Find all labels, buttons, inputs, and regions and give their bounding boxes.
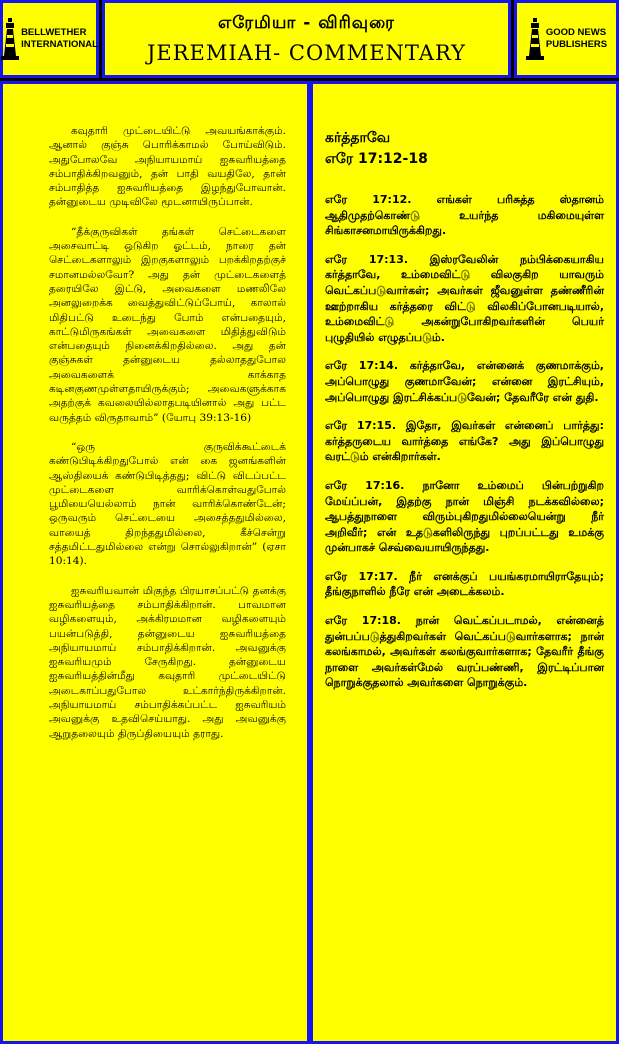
bellwether-logo-panel [0,0,99,78]
verse: எரே 17:13. இஸ்ரவேலின் நம்பிக்கையாகிய கர்த்தாவே, உம்மைவிட்டு விலகுகிற யாவரும் வெட்கப்படுவார்கள்; அவர்கள் ஜீவனுள்ள தண்ணீரின் ஊற்றாகிய கர்த்தரை விட்டு விலகிப்போனபடியால், உம்மைவிட்டு அகன்றுபோகிறவர்களின் பெயர் புழுதியில் எழுதப்படும். [325,252,604,344]
commentary-paragraph: “தீக்குருவிகள் தங்கள் செட்டைகளை அசைவாட்டி ஒடுகிற ஓட்டம், நாரை தன் செட்டைகளாலும் இறகுகளாலும் பறக்கிறதற்குச் சமானமல்லவோ? அது தன் முட்டைகளைத் தரையிலே இட்டு, அவைகளை மணலிலே அனலுறைக்க வைத்துவிட்டுப்போய், காலால் மிதிபட்டு உடைந்து போம் என்பதையும், காட்டுமிருகங்கள் அவைகளை மிதித்துவிடும் என்பதையும் நினைக்கிறதில்லை. அது தன் குஞ்சுகள் தன்னுடைய தல்லாததுபோல அவைகளைக் காக்காத கடினகுணமுள்ளதாயிருக்கும்; அவைகளுக்காக அதற்குக் கவலையில்லாதபடியினால் அது பட்ட வருத்தம் விருதாவாம்” (யோபு 39:13-16) [49,225,286,424]
verse: எரே 17:14. கர்த்தாவே, என்னைக் குணமாக்கும், அப்பொழுது குணமாவேன்; என்னை இரட்சியும், அப்பொழுது இரட்சிக்கப்படுவேன்; தேவரீரே என் துதி. [325,359,604,404]
lighthouse-icon [1,18,19,60]
page-header [102,0,511,78]
bellwether-logo-text: BELLWETHER INTERNATIONAL [21,27,98,50]
verse: எரே 17:12. எங்கள் பரிசுத்த ஸ்தானம் ஆதிமுதற்கொண்டு உயர்ந்த மகிமையுள்ள சிங்காசனமாயிருக்கிறது. [325,193,604,238]
commentary-column [0,81,310,1044]
commentary-paragraph: ஐசுவரியவான் மிகுந்த பிரயாசப்பட்டு தனக்கு ஐசுவரியத்தை சம்பாதிக்கிறான். பாவமான வழிகளையும், அக்கிரமமான வழிகளையும் பயன்படுத்தி, தன்னுடைய ஐசுவரியத்தை அநியாயமாய் சம்பாதிக்கிறான். அவனுக்கு ஐசுவரியமும் சேருகிறது. தன்னுடைய ஐசுவரியத்தின்மீது கவுதாரி முட்டையிட்டு அடைகாப்பதுபோல உட்கார்ந்திருக்கிறான். அநியாயமாய் சம்பாதிக்கப்பட்ட ஐசுவரியம் அவனுக்கு உதவிசெய்யாது. அது அவனுக்கு ஆறுதலையும் திருப்தியையும் தராது. [49,584,286,740]
scripture-text [313,84,616,691]
english-title: JEREMIAH- COMMENTARY [147,41,466,65]
verse: எரே 17:18. நான் வெட்கப்படாமல், என்னைத் துன்பப்படுத்துகிறவர்கள் வெட்கப்படுவார்களாக; நான் கலங்காமல், அவர்கள் கலங்குவார்களாக; தேவரீர் தீங்கு நாளை அவர்கள்மேல் வரப்பண்ணி, இரட்டிப்பான நொறுக்குதலால் அவர்களை நொறுக்கும். [325,614,604,690]
verse: எரே 17:16. நானோ உம்மைப் பின்பற்றுகிற மேய்ப்பன், இதற்கு நான் மிஞ்சி நடக்கவில்லை; ஆபத்துநாளை விரும்புகிறதுமில்லையென்று நீர் அறிவீர்; என் உதடுகளிலிருந்து புறப்பட்டது உமக்கு முன்பாகச் செவ்வையாயிருந்தது. [325,478,604,555]
verse: எரே 17:17. நீர் எனக்குப் பயங்கரமாயிராதேயும்; தீங்குநாளில் நீரே என் அடைக்கலம். [325,569,604,599]
commentary-text [3,84,307,741]
verse: எரே 17:15. இதோ, இவர்கள் என்னைப் பார்த்து: கர்த்தருடைய வார்த்தை எங்கே? அது இப்பொழுது வரட்டும் என்கிறார்கள். [325,419,604,464]
scripture-column [310,81,619,1044]
section-title: கர்த்தாவே எரே 17:12-18 [325,130,428,167]
commentary-paragraph: கவுதாரி முட்டையிட்டு அவயங்காக்கும். ஆனால் குஞ்சு பொரிக்காமல் போய்விடும். அதுபோலவே அநியாயமாய் ஐசுவரியத்தை சம்பாதிக்கிறவனும், தன் பாதி வயதிலே, தான் சம்பாதித்த ஐசுவரியத்தை இழந்துபோவான். தன்னுடைய முடிவிலே மூடனாயிருப்பான். [49,125,286,209]
tamil-title: எரேமியா - விரிவுரை [218,13,395,33]
lighthouse-icon [526,18,544,60]
good-news-logo-panel [514,0,619,78]
commentary-paragraph: “ஒரு குருவிக்கூட்டைக் கண்டுபிடிக்கிறதுபோல் என் கை ஜனங்களின் ஆஸ்தியைக் கண்டுபிடித்தது; விட்டு விடப்பட்ட முட்டைகளை வாரிக்கொள்வதுபோல் பூமியையெல்லாம் நான் வாரிக்கொண்டேன்; ஒருவரும் செட்டையை அசைத்ததுமில்லை, வாயைத் திறந்ததுமில்லை, கீச்சென்று சத்தமிட்டதுமில்லை என்று சொல்லுகிறான்” (ஏசா 10:14). [49,440,286,568]
good-news-logo-text: GOOD NEWS PUBLISHERS [545,27,608,50]
